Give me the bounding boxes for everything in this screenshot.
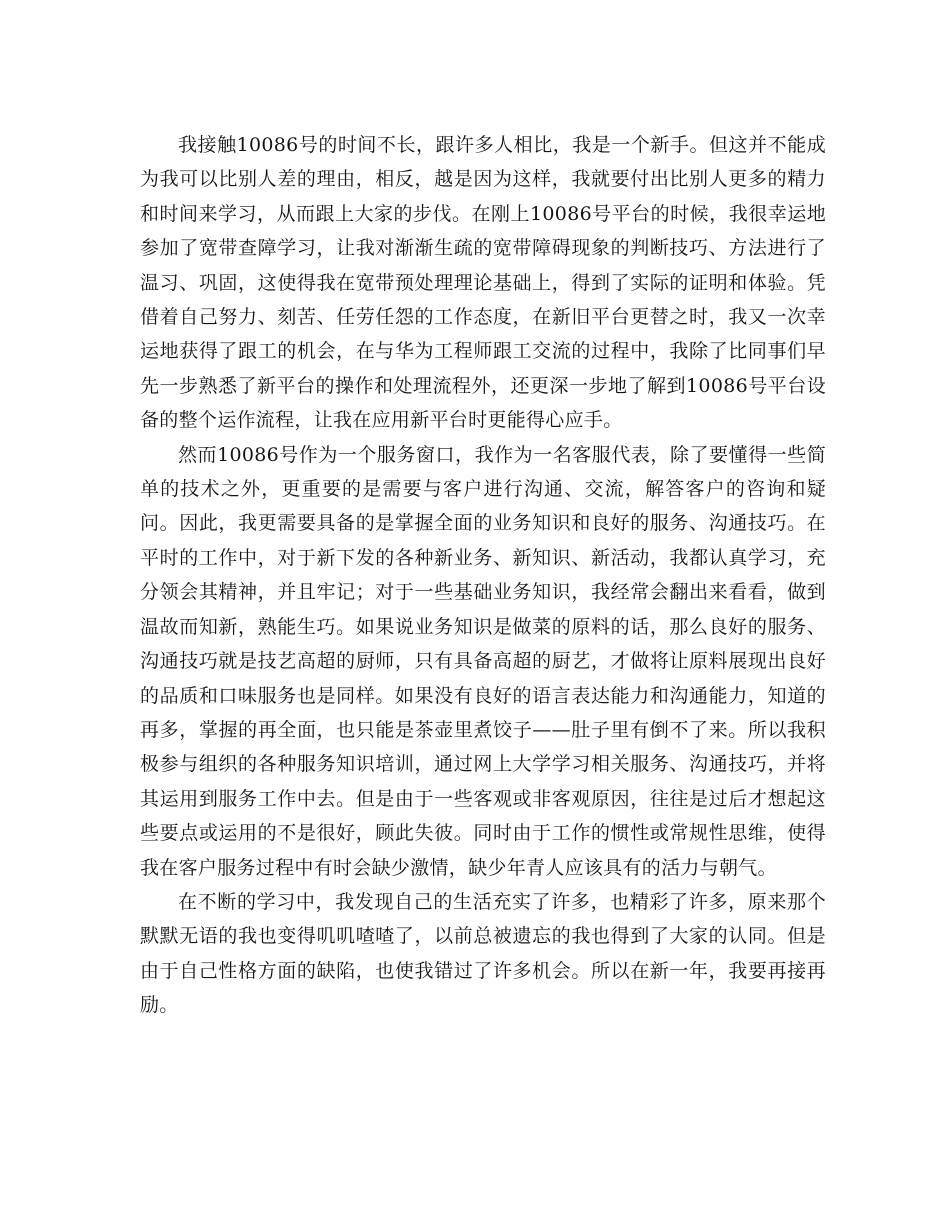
paragraph-1: 我接触10086号的时间不长，跟许多人相比，我是一个新手。但这并不能成为我可以比别人差的理由，相反，越是因为这样，我就要付出比别人更多的精力和时间来学习，从而跟上大家的步伐。在刚上10086号平台的时候，我很幸运地参加了宽带查障学习，让我对渐渐生疏的宽带障碍现象的判断技巧、方法进行了温习、巩固，这使得我在宽带预处理理论基础上，得到了实际的证明和体验。凭借着自己努力、刻苦、任劳任怨的工作态度，在新旧平台更替之时，我又一次幸运地获得了跟工的机会，在与华为工程师跟工交流的过程中，我除了比同事们早先一步熟悉了新平台的操作和处理流程外，还更深一步地了解到10086号平台设备的整个运作流程，让我在应用新平台时更能得心应手。	[140, 134, 826, 432]
document-body	[140, 128, 826, 1023]
paragraph-3: 在不断的学习中，我发现自己的生活充实了许多，也精彩了许多，原来那个默默无语的我也变得叽叽喳喳了，以前总被遗忘的我也得到了大家的认同。但是由于自己性格方面的缺陷，也使我错过了许多机会。所以在新一年，我要再接再励。	[140, 890, 826, 1017]
paragraph-2: 然而10086号作为一个服务窗口，我作为一名客服代表，除了要懂得一些简单的技术之外，更重要的是需要与客户进行沟通、交流，解答客户的咨询和疑问。因此，我更需要具备的是掌握全面的业务知识和良好的服务、沟通技巧。在平时的工作中，对于新下发的各种新业务、新知识、新活动，我都认真学习，充分领会其精神，并且牢记；对于一些基础业务知识，我经常会翻出来看看，做到温故而知新，熟能生巧。如果说业务知识是做菜的原料的话，那么良好的服务、沟通技巧就是技艺高超的厨师，只有具备高超的厨艺，才做将让原料展现出良好的品质和口味服务也是同样。如果没有良好的语言表达能力和沟通能力，知道的再多，掌握的再全面，也只能是茶壶里煮饺子——肚子里有倒不了来。所以我积极参与组织的各种服务知识培训，通过网上大学学习相关服务、沟通技巧，并将其运用到服务工作中去。但是由于一些客观或非客观原因，往往是过后才想起这些要点或运用的不是很好，顾此失彼。同时由于工作的惯性或常规性思维，使得我在客户服务过程中有时会缺少激情，缺少年青人应该具有的活力与朝气。	[140, 443, 826, 879]
